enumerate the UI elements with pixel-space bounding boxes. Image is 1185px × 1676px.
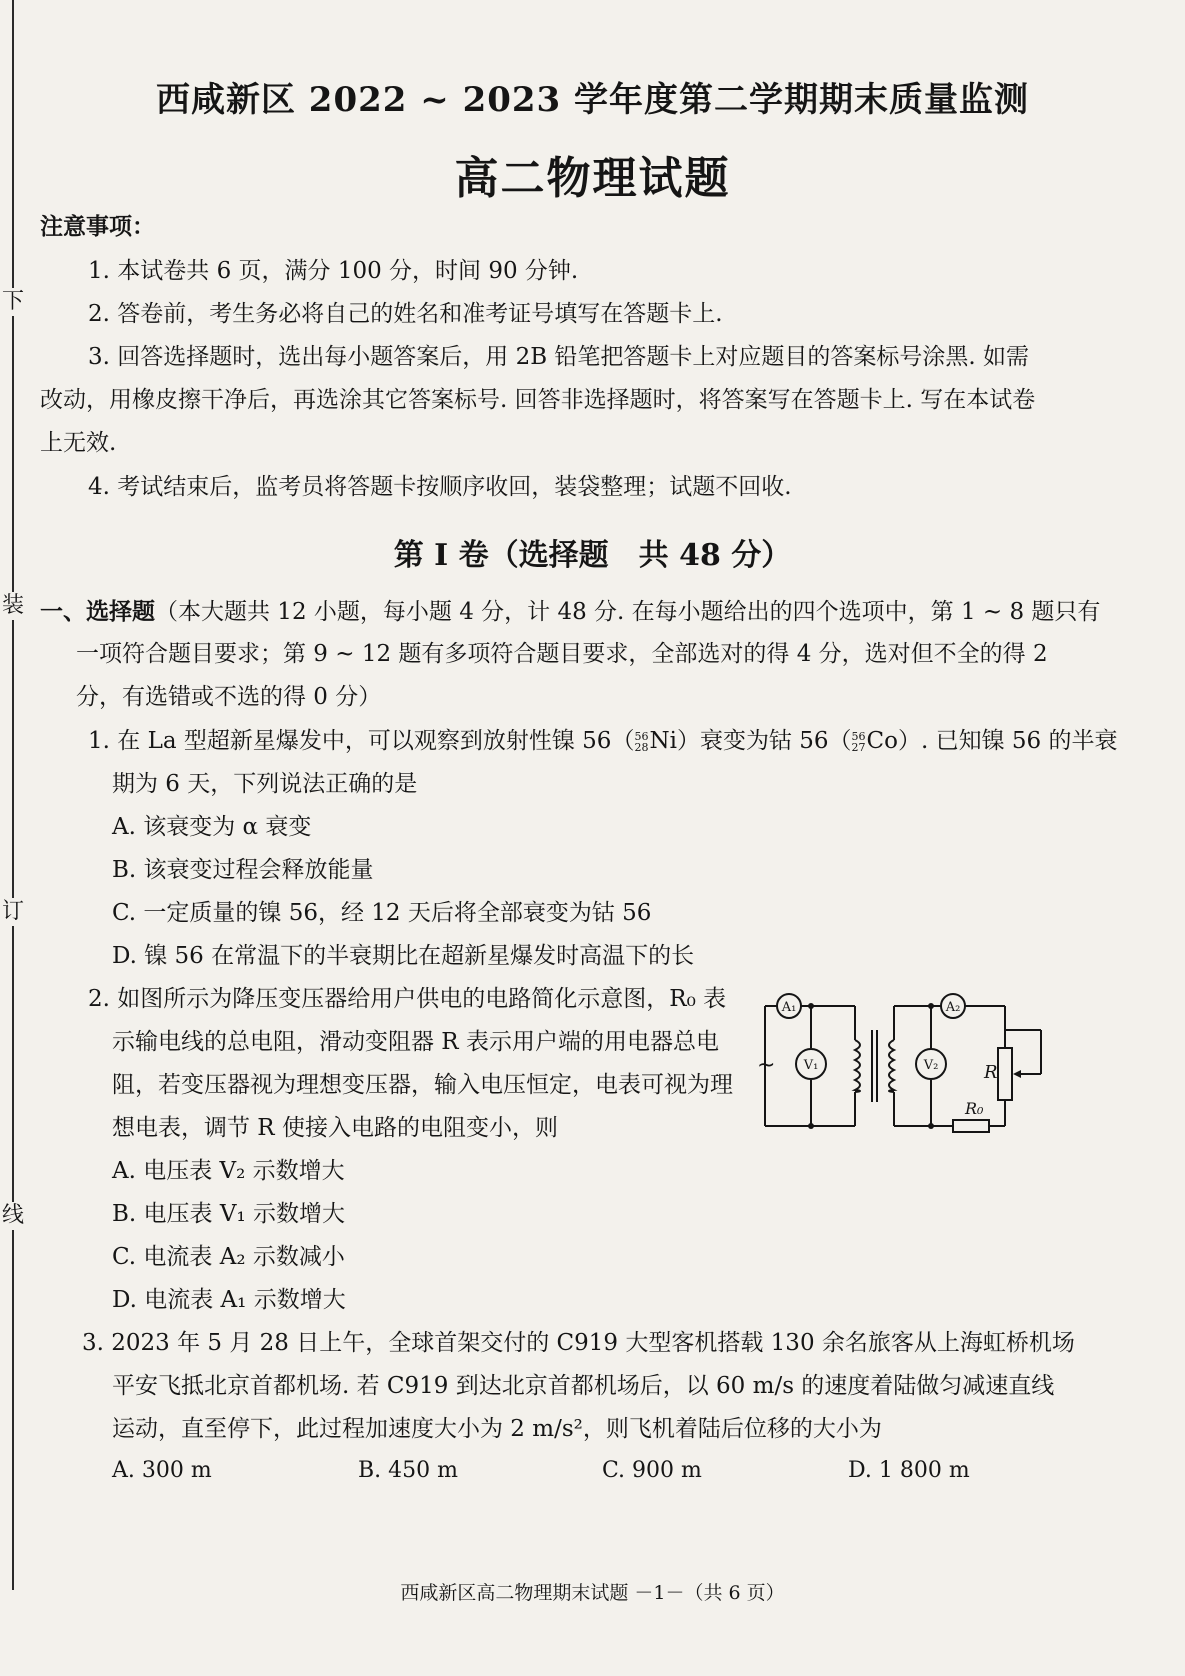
q3-stem-line3: 运动，直至停下，此过程加速度大小为 2 m/s²，则飞机着陆后位移的大小为	[112, 1416, 882, 1442]
q3-option-a: A. 300 m	[112, 1458, 212, 1483]
part1-label: 一、选择题	[40, 598, 155, 625]
q1-option-d: D. 镍 56 在常温下的半衰期比在超新星爆发时高温下的长	[112, 943, 695, 969]
q2-option-b: B. 电压表 V₁ 示数增大	[112, 1201, 345, 1227]
notice-item-3-cont: 改动，用橡皮擦干净后，再选涂其它答案标号. 回答非选择题时，将答案写在答题卡上. 写在本试卷	[40, 387, 1036, 413]
notice-heading: 注意事项：	[40, 213, 155, 240]
binding-char-ding: 订	[1, 899, 24, 924]
binding-char-xian: 线	[1, 1203, 24, 1228]
part1-intro-line3: 分，有选错或不选的得 0 分）	[76, 684, 382, 710]
q2-stem-line2: 示输电线的总电阻，滑动变阻器 R 表示用户端的用电器总电	[112, 1029, 719, 1055]
voltmeter-v1-label: V₁	[803, 1058, 819, 1073]
q1-option-a: A. 该衰变为 α 衰变	[112, 814, 312, 840]
binding-char-xia: 下	[1, 289, 24, 314]
binding-char-zhuang: 装	[1, 593, 24, 618]
q2-option-d: D. 电流表 A₁ 示数增大	[112, 1287, 346, 1313]
q3-option-d: D. 1 800 m	[848, 1458, 970, 1483]
ammeter-a1-label: A₁	[781, 1000, 797, 1015]
q1-stem-line2: 期为 6 天，下列说法正确的是	[112, 771, 418, 797]
q2-stem-line1: 2. 如图所示为降压变压器给用户供电的电路简化示意图，R₀ 表	[88, 986, 727, 1012]
voltmeter-v2-label: V₂	[923, 1058, 939, 1073]
notice-item-1: 1. 本试卷共 6 页，满分 100 分，时间 90 分钟.	[88, 258, 579, 284]
part1-intro-line2: 一项符合题目要求；第 9 ~ 12 题有多项符合题目要求，全部选对的得 4 分，选对但不全的得 2	[76, 641, 1048, 667]
notice-item-4: 4. 考试结束后，监考员将答题卡按顺序收回，装袋整理；试题不回收.	[88, 474, 792, 500]
ni-nuclide-numbers: 56 28	[634, 730, 649, 754]
ac-source-icon: ~	[757, 1053, 776, 1078]
section-title: 第 Ⅰ 卷（选择题 共 48 分）	[393, 538, 792, 573]
q3-stem-line1: 3. 2023 年 5 月 28 日上午，全球首架交付的 C919 大型客机搭载 130 余名旅客从上海虹桥机场	[82, 1330, 1075, 1356]
exam-subject-title: 高二物理试题	[454, 153, 731, 204]
transformer-circuit-diagram	[755, 990, 1065, 1140]
q2-stem-line4: 想电表，调节 R 使接入电路的电阻变小，则	[112, 1115, 558, 1141]
resistor-r0-label: R₀	[965, 1099, 984, 1118]
co-nuclide-numbers: 56 27	[851, 730, 866, 754]
q2-stem-line3: 阻，若变压器视为理想变压器，输入电压恒定，电表可视为理	[112, 1072, 733, 1098]
q1-stem-line1: 1. 在 La 型超新星爆发中，可以观察到放射性镍 56（56 28Ni）衰变为钴 56（56 27Co）. 已知镍 56 的半衰	[88, 728, 1118, 754]
binding-line	[12, 0, 14, 1590]
resistor-r-label: R	[984, 1062, 998, 1083]
notice-item-3: 3. 回答选择题时，选出每小题答案后，用 2B 铅笔把答题卡上对应题目的答案标号涂黑. 如需	[88, 344, 1030, 370]
exam-header-title: 西咸新区 2022 ~ 2023 学年度第二学期期末质量监测	[155, 80, 1030, 120]
q1-option-c: C. 一定质量的镍 56，经 12 天后将全部衰变为钴 56	[112, 900, 652, 926]
notice-item-2: 2. 答卷前，考生务必将自己的姓名和准考证号填写在答题卡上.	[88, 301, 723, 327]
part1-intro-line1	[40, 590, 1100, 634]
q1-option-b: B. 该衰变过程会释放能量	[112, 857, 374, 883]
notice-item-3-cont2: 上无效.	[40, 430, 117, 456]
part1-intro-text: （本大题共 12 小题，每小题 4 分，计 48 分. 在每小题给出的四个选项中，第 1 ~ 8 题只有	[155, 599, 1101, 625]
page-footer: 西咸新区高二物理期末试题 －1－（共 6 页）	[400, 1582, 785, 1604]
ammeter-a2-label: A₂	[945, 1000, 961, 1015]
q2-option-a: A. 电压表 V₂ 示数增大	[112, 1158, 345, 1184]
q3-option-b: B. 450 m	[358, 1458, 458, 1483]
q2-option-c: C. 电流表 A₂ 示数减小	[112, 1244, 345, 1270]
q3-stem-line2: 平安飞抵北京首都机场. 若 C919 到达北京首都机场后，以 60 m/s 的速度着陆做匀减速直线	[112, 1373, 1055, 1399]
q3-option-c: C. 900 m	[602, 1458, 702, 1483]
